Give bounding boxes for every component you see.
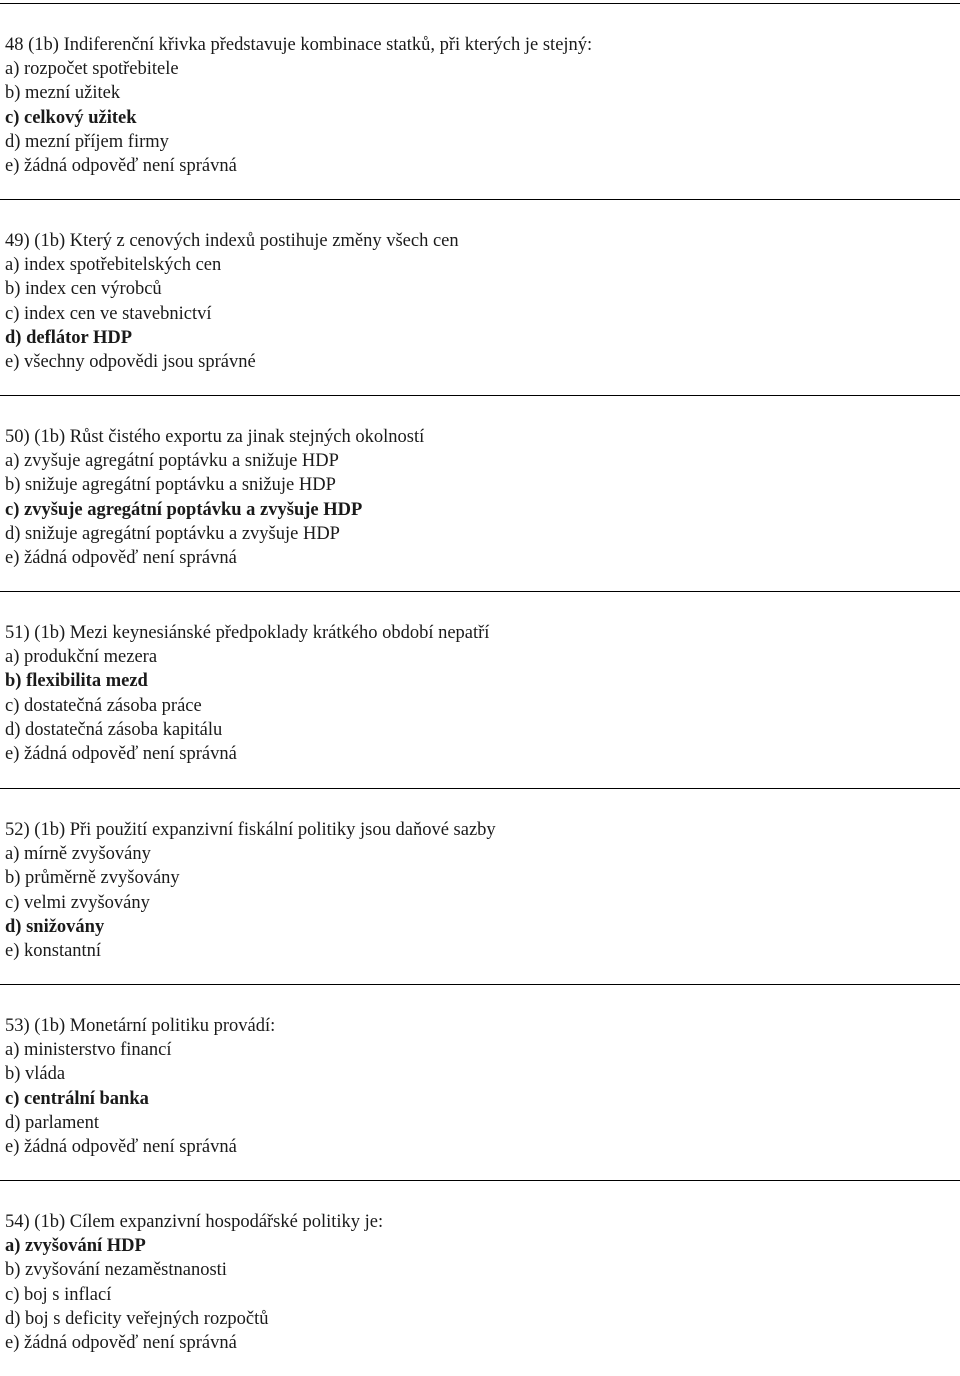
question-block-49 <box>0 199 960 395</box>
answer-option-b: b) vláda <box>5 1064 66 1085</box>
question-lines <box>5 1210 383 1355</box>
answer-option-d: d) mezní příjem firmy <box>5 131 169 152</box>
question-text: 50) (1b) Růst čistého exportu za jinak stejných okolností <box>5 427 425 447</box>
question-text: 49) (1b) Který z cenových indexů postihuje změny všech cen <box>5 231 459 251</box>
question-lines <box>5 818 496 963</box>
separator-line <box>0 591 960 592</box>
answer-option-b: b) zvyšování nezaměstnanosti <box>5 1260 227 1281</box>
question-text: 51) (1b) Mezi keynesiánské předpoklady krátkého období nepatří <box>5 623 490 643</box>
question-block-51 <box>0 591 960 787</box>
separator-line <box>0 395 960 396</box>
answer-option-d-correct: d) deflátor HDP <box>5 327 133 348</box>
answer-option-a: a) produkční mezera <box>5 647 158 668</box>
answer-option-a-correct: a) zvyšování HDP <box>5 1236 146 1257</box>
answer-option-b: b) index cen výrobců <box>5 279 162 300</box>
question-text: 48 (1b) Indiferenční křivka představuje kombinace statků, při kterých je stejný: <box>5 35 593 55</box>
separator-line <box>0 984 960 985</box>
question-block-50 <box>0 395 960 591</box>
question-text: 52) (1b) Při použití expanzivní fiskální politiky jsou daňové sazby <box>5 820 496 840</box>
question-block-53 <box>0 984 960 1180</box>
answer-option-c-correct: c) centrální banka <box>5 1088 149 1109</box>
question-block-54 <box>0 1180 960 1376</box>
answer-option-e: e) žádná odpověď není správná <box>5 1136 237 1157</box>
answer-option-a: a) index spotřebitelských cen <box>5 255 222 276</box>
separator-line <box>0 788 960 789</box>
question-block-52 <box>0 788 960 984</box>
answer-option-e: e) žádná odpověď není správná <box>5 1332 237 1353</box>
answer-option-c-correct: c) zvyšuje agregátní poptávku a zvyšuje HDP <box>5 499 363 520</box>
answer-option-d: d) boj s deficity veřejných rozpočtů <box>5 1308 269 1329</box>
answer-option-d-correct: d) snižovány <box>5 916 105 937</box>
answer-option-b: b) průměrně zvyšovány <box>5 868 180 889</box>
separator-line <box>0 199 960 200</box>
answer-option-e: e) konstantní <box>5 940 102 961</box>
answer-option-e: e) žádná odpověď není správná <box>5 547 237 568</box>
answer-option-b: b) snižuje agregátní poptávku a snižuje HDP <box>5 475 336 496</box>
answer-option-a: a) ministerstvo financí <box>5 1040 172 1061</box>
answer-option-e: e) žádná odpověď není správná <box>5 743 237 764</box>
question-lines <box>5 229 459 374</box>
question-block-48 <box>0 3 960 199</box>
answer-option-e: e) všechny odpovědi jsou správné <box>5 351 256 372</box>
answer-option-b: b) mezní užitek <box>5 83 121 104</box>
answer-option-e: e) žádná odpověď není správná <box>5 155 237 176</box>
question-lines <box>5 1014 275 1159</box>
question-lines <box>5 33 592 178</box>
answer-option-a: a) rozpočet spotřebitele <box>5 59 179 80</box>
answer-option-d: d) dostatečná zásoba kapitálu <box>5 719 223 740</box>
separator-line <box>0 1180 960 1181</box>
answer-option-c: c) boj s inflací <box>5 1284 112 1305</box>
answer-option-d: d) parlament <box>5 1112 99 1133</box>
answer-option-c-correct: c) celkový užitek <box>5 107 137 128</box>
answer-option-c: c) index cen ve stavebnictví <box>5 303 212 324</box>
answer-option-a: a) zvyšuje agregátní poptávku a snižuje HDP <box>5 451 339 472</box>
answer-option-d: d) snižuje agregátní poptávku a zvyšuje HDP <box>5 523 340 544</box>
answer-option-c: c) velmi zvyšovány <box>5 892 150 913</box>
question-lines <box>5 621 489 766</box>
question-text: 54) (1b) Cílem expanzivní hospodářské politiky je: <box>5 1212 384 1232</box>
answer-option-c: c) dostatečná zásoba práce <box>5 695 202 716</box>
answer-option-a: a) mírně zvyšovány <box>5 844 151 865</box>
question-text: 53) (1b) Monetární politiku provádí: <box>5 1016 276 1036</box>
answer-option-b-correct: b) flexibilita mezd <box>5 671 148 692</box>
question-lines <box>5 425 424 570</box>
separator-line <box>0 3 960 4</box>
